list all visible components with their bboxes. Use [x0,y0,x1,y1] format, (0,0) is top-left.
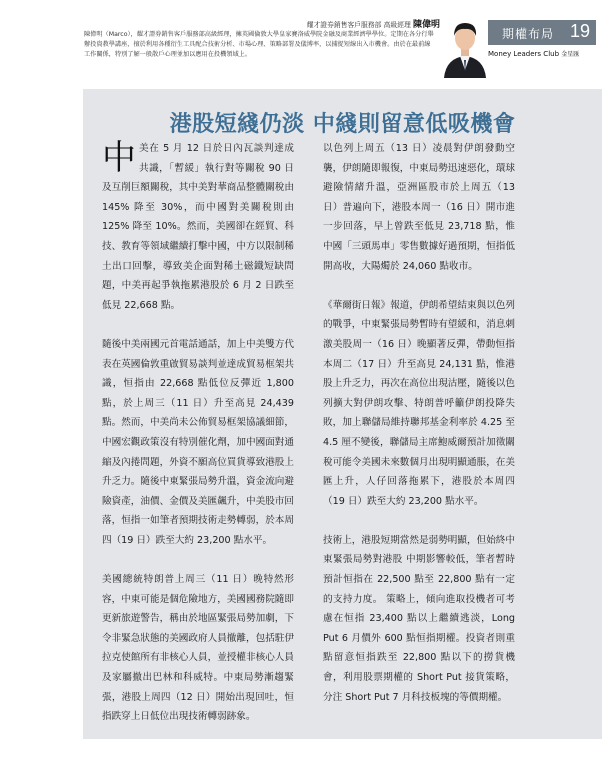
section-tab [488,20,596,45]
club-name-en: Money Leaders Club [488,50,560,58]
paragraph: 技術上，港股短期當然是弱勢明顯，但始終中東緊張局勢對港股 中期影響較低，筆者暫時預計恒指在 22,500 點至 22,800 點有一定的支持力度。 策略上，傾向進取投機者可考慮在恒指 23,400 點以上繼續逃淡，Long Put 6 月價外 600 點恒指期權。投資者則重點留意恒指跌至 22,800 點以下的撈貨機會，利用股票期權的 Short Put 接貨策略，分注 Short Put 7 月科技板塊的等價期權。 [323,534,515,703]
right-column [323,139,515,727]
author-portrait [440,14,490,78]
paragraph: 以色列上周五（13 日）凌晨對伊朗發動空襲，伊朗隨即報復，中東局勢迅速惡化，環球避險情緒升溫，亞洲區股市於上周五（13 日）普遍向下，港股本周一（16 日）開市進一步回落，早上曾跌至低見 23,718 點，惟中國「三頭馬車」零售數據好過預期，恒指低開高收，大陽燭於 24,060 點收市。 [323,143,515,272]
left-column [102,139,294,746]
paragraph [102,139,294,315]
author-title: 耀才證券銷售客戶服務部 高級經理 [306,21,411,29]
club-label [488,49,579,58]
author-bio: 陳偉明（Marco），耀才證券銷售客戶服務部高級經理，擁英國倫敦大學皇家賽洛威學院金融及商業經濟學學位。定期在各分行舉辦投資教學講座，擅於利用各種衍生工具配合技術分析、市場心理、策略部署及儀博率，以捕捉短線出入市機會。由於在最前線工作關係，特別了解一般散戶心理並加以應用在投機領域上。 [84,31,434,59]
article-panel [83,89,602,739]
paragraph: 隨後中美兩國元首電話通話，加上中美雙方代表在英國倫敦重啟貿易談判並達成貿易框架共識，恒指由 22,668 點低位反彈近 1,800 點，於上周三（11 日）升至高見 24,439 點。然而，中美尚未公佈貿易框架協議細節，中國宏觀政策沒有特別催化劑，加中國面對通縮及內捲問題，外資不願高位買貨導致港股上升乏力。隨後中東緊張局勢升溫，資金流向避險資產，油價、金價及美匯飆升，中美股市回落，恒指一如筆者預期技術走勢轉弱，於本周四（19 日）跌至大約 23,200 點水平。 [102,338,294,546]
author-byline [307,17,440,30]
paragraph: 《華爾街日報》報道，伊朗希望結束與以色列的戰爭，中東緊張局勢暫時有望緩和，消息刺激美股周一（16 日）晚顯著反彈，帶動恒指本周二（17 日）升至高見 24,131 點，惟港股上升乏力，再次在高位出現沽壓，隨後以色列擴大對伊朗攻擊、特朗普呼籲伊朗投降失敗，加上聯儲局維持聯邦基金利率於 4.25 至 4.5 厘不變後，聯儲局主席鮑威爾預計加徵關稅可能令美國未來數個月出現明顯通脹，在美匯上升，人仔回落拖累下，港股於本周四（19 日）跌至大約 23,200 點水平。 [323,299,515,507]
drop-cap: 中 [102,138,136,178]
section-name: 期權布局 [502,27,555,41]
article-headline: 港股短綫仍淡 中綫則留意低吸機會 [169,112,516,137]
page-header [0,0,612,88]
club-name-cn: 金星匯 [561,51,580,58]
author-name: 陳偉明 [412,20,440,30]
paragraph-text: 美在 5 月 12 日於日內瓦談判達成共識，「暫緩」執行對等關稅 90 日及互削巨額關稅，其中美對華商品整體關稅由 145% 降至 30%，而中國對美關稅則由 125% 降至 10%。然而，美國卻在經貿、科技、教育等領域繼續打擊中國，中方以限制稀土出口回擊，導致美企面對稀土磁鐵短缺問題，中美再起爭執拖累港股於 6 月 2 日跌至低見 22,668 點。 [102,143,294,311]
page-number: 19 [569,21,590,41]
paragraph: 美國總統特朗普上周三（11 日）晚特然形容，中東可能是個危險地方，美國國務院隨即更新旅遊警告，稱由於地區緊張局勢加劇，下令非緊急狀態的美國政府人員撤離，包括駐伊拉克使館所有非核心人員，並授權非核心人員及家屬撤出巴林和科威特。中東局勢漸趨緊張，港股上周四（12 日）開始出現回吐，恒指跌穿上日低位出現技術轉弱跡象。 [102,574,294,723]
author-portrait-icon [440,14,490,78]
